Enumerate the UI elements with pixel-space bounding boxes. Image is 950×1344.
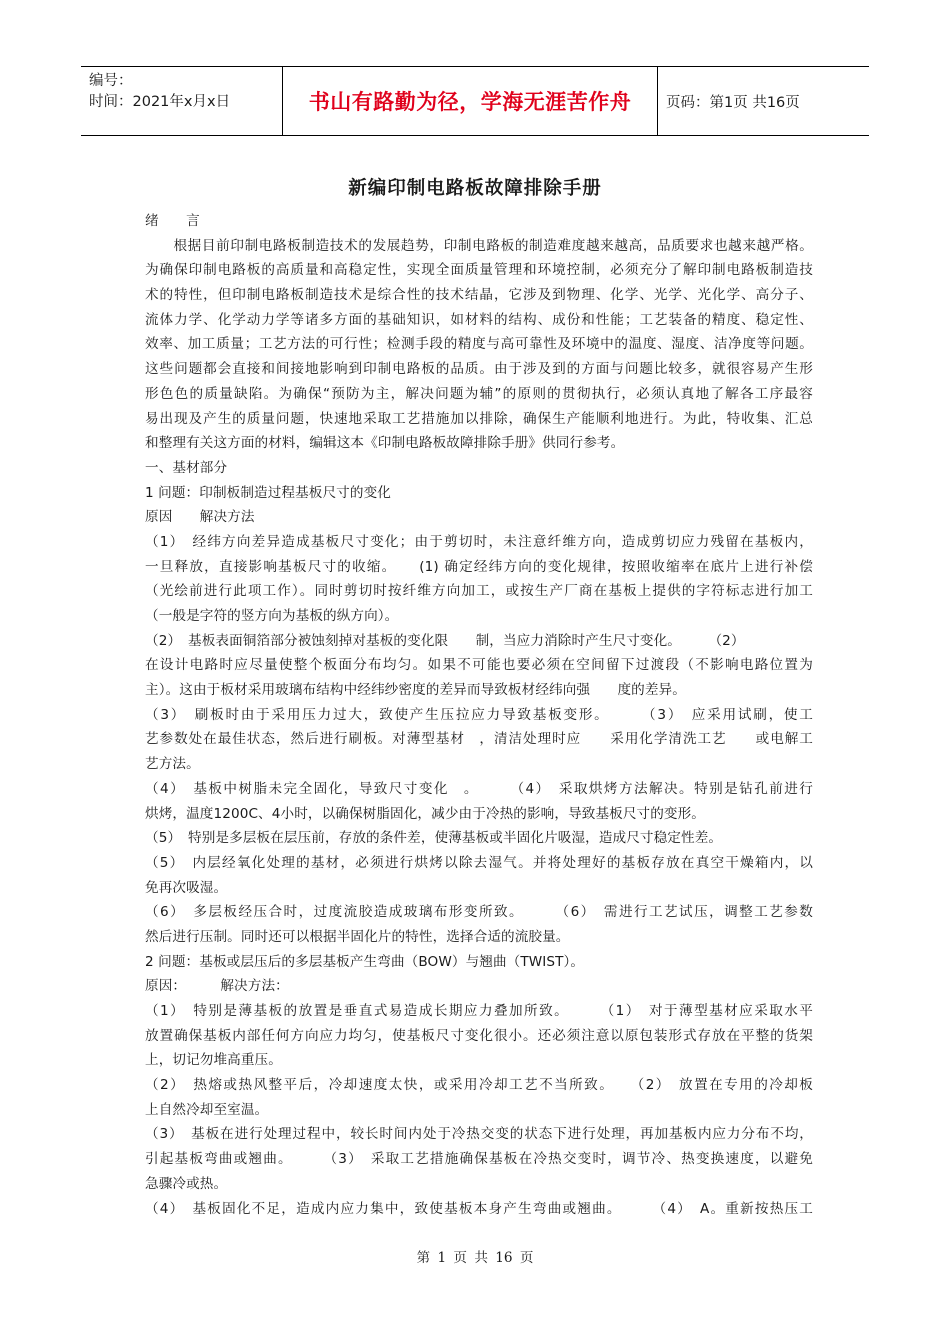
text-line: （一般是字符的竖方向为基板的纵方向）。 <box>145 608 399 624</box>
text-line: （4） 基板中树脂未完全固化，导致尺寸变化 。 （4） 采取烘烤方法解决。特别是钻孔前进行 <box>145 780 813 797</box>
text-line: 引起基板弯曲或翘曲。 （3） 采取工艺措施确保基板在冷热交变时，调节冷、热变换速度，以避免 <box>145 1151 813 1168</box>
text-line: 上自然冷却至室温。 <box>145 1101 269 1118</box>
document-number-label: 编号： <box>89 73 133 89</box>
text-line: 在设计电路时应尽量使整个板面分布均匀。如果不可能也要必须在空间留下过渡段（不影响电路位置为 <box>145 657 813 674</box>
text-line: 形色色的质量缺陷。为确保“预防为主，解决问题为辅”的原则的贯彻执行，必须认真地了解各工序最容 <box>145 385 813 402</box>
text-line: 易出现及产生的质量问题，快速地采取工艺措施加以排除，确保生产能顺利地进行。为此，特收集、汇总 <box>145 410 813 427</box>
text-line: 然后进行压制。同时还可以根据半固化片的特性，选择合适的流胶量。 <box>145 928 570 945</box>
text-line: 艺参数处在最佳状态，然后进行刷板。对薄型基材 ，清洁处理时应 采用化学清洗工艺 或电解工 <box>145 731 813 748</box>
text-line: （5） 特别是多层板在层压前，存放的条件差，使薄基板或半固化片吸湿，造成尺寸稳定性差。 <box>145 830 723 847</box>
page-footer: 第 1 页 共 16 页 <box>416 1250 534 1266</box>
text-line: 流体力学、化学动力学等诸多方面的基础知识，如材料的结构、成份和性能；工艺装备的精度、稳定性、 <box>145 311 813 328</box>
text-line: 这些问题都会直接和间接地影响到印制电路板的品质。由于涉及到的方面与问题比较多，就很容易产生形 <box>145 361 813 378</box>
header-page-info: 页码：第1页 共16页 <box>666 94 800 111</box>
text-line: （2） 基板表面铜箔部分被蚀刻掉对基板的变化限 制，当应力消除时产生尺寸变化。 （2） <box>145 632 745 649</box>
text-line: （1） 经纬方向差异造成基板尺寸变化；由于剪切时，未注意纤维方向，造成剪切应力残留在基板内， <box>145 533 813 550</box>
document-date-label: 时间：2021年x月x日 <box>89 94 231 110</box>
text-line: （2） 热熔或热风整平后，冷却速度太快，或采用冷却工艺不当所致。 （2） 放置在专用的冷却板 <box>145 1077 813 1094</box>
text-line: 免再次吸湿。 <box>145 879 228 896</box>
header-left-cell <box>81 67 282 135</box>
document-title: 新编印制电路板故障排除手册 <box>348 178 602 199</box>
text-line: （6） 多层板经压合时，过度流胶造成玻璃布形变所致。 （6） 需进行工艺试压，调整工艺参数 <box>145 904 813 921</box>
header-motto: 书山有路勤为径，学海无涯苦作舟 <box>282 67 658 135</box>
text-line: 原因： 解决方法： <box>145 978 289 995</box>
text-line: 2 问题：基板或层压后的多层基板产生弯曲（BOW）与翘曲（TWIST）。 <box>145 953 585 970</box>
text-line: （3） 刷板时由于采用压力过大，致使产生压拉应力导致基板变形。 （3） 应采用试刷，使工 <box>145 706 813 723</box>
page-header <box>81 66 869 136</box>
text-line: 烘烤，温度1200C、4小时，以确保树脂固化，减少由于冷热的影响，导致基板尺寸的变形。 <box>145 805 706 822</box>
text-line: 和整理有关这方面的材料，编辑这本《印制电路板故障排除手册》供同行参考。 <box>145 435 625 452</box>
text-line: 效率、加工质量；工艺方法的可行性；检测手段的精度与高可靠性及环境中的温度、湿度、洁净度等问题。 <box>145 336 813 353</box>
text-line: （1） 特别是薄基板的放置是垂直式易造成长期应力叠加所致。 （1） 对于薄型基材应采取水平 <box>145 1003 813 1019</box>
text-line: 绪 言 <box>145 213 200 229</box>
text-line: 术的特性，但印制电路板制造技术是综合性的技术结晶，它涉及到物理、化学、光学、光化学、高分子、 <box>145 287 813 304</box>
text-line: 上，切记勿堆高重压。 <box>145 1052 282 1069</box>
text-line: 原因 解决方法 <box>145 509 255 526</box>
text-line: （4） 基板固化不足，造成内应力集中，致使基板本身产生弯曲或翘曲。 （4） A。重新按热压工 <box>145 1200 813 1217</box>
text-line: （光绘前进行此项工作）。同时剪切时按纤维方向加工，或按生产厂商在基板上提供的字符标志进行加工 <box>145 583 813 600</box>
text-line: 一旦释放，直接影响基板尺寸的收缩。 (1) 确定经纬方向的变化规律，按照收缩率在底片上进行补偿 <box>145 558 813 575</box>
text-line: 急骤冷或热。 <box>145 1175 228 1192</box>
text-line: （5） 内层经氧化处理的基材，必须进行烘烤以除去湿气。并将处理好的基板存放在真空干燥箱内，以 <box>145 854 813 871</box>
text-line: 放置确保基板内部任何方向应力均匀，使基板尺寸变化很小。还必须注意以原包装形式存放在平整的货架 <box>145 1027 813 1044</box>
text-line: 1 问题：印制板制造过程基板尺寸的变化 <box>145 484 391 501</box>
text-line: 主）。这由于板材采用玻璃布结构中经纬纱密度的差异而导致板材经纬向强 度的差异。 <box>145 682 686 699</box>
text-line: 艺方法。 <box>145 756 200 773</box>
text-line: 为确保印制电路板的高质量和高稳定性，实现全面质量管理和环境控制，必须充分了解印制电路板制造技 <box>145 262 813 279</box>
document-body <box>145 209 813 1221</box>
text-line: （3） 基板在进行处理过程中，较长时间内处于冷热交变的状态下进行处理，再加基板内应力分布不均， <box>145 1126 813 1143</box>
text-line: 根据目前印制电路板制造技术的发展趋势，印制电路板的制造难度越来越高，品质要求也越来越严格。 <box>145 237 813 254</box>
text-line: 一、基材部分 <box>145 459 228 476</box>
